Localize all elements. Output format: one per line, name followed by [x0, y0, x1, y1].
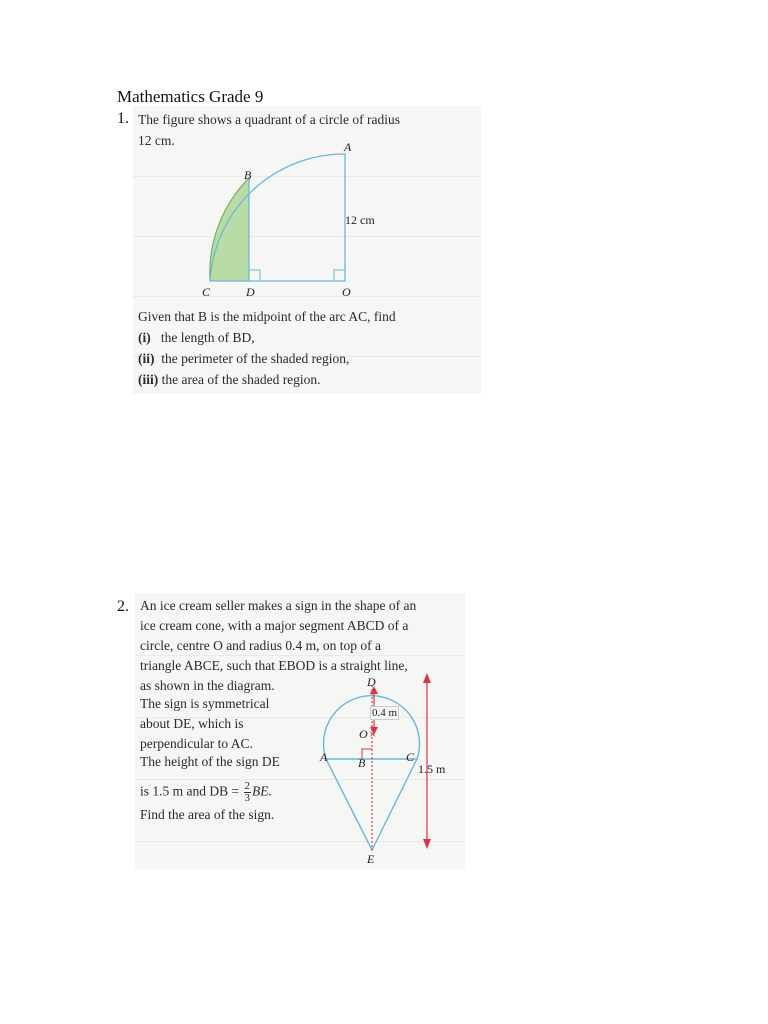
- q2-label-height: 1.5 m: [418, 762, 446, 776]
- q2-line-10-text: is 1.5 m and DB =: [140, 783, 243, 799]
- q1-label-radius: 12 cm: [345, 213, 375, 227]
- height-arrow-top: [423, 673, 431, 683]
- question-1-panel: [133, 106, 481, 394]
- q2-line-6: The sign is symmetrical: [140, 696, 270, 711]
- page-title: Mathematics Grade 9: [117, 87, 264, 106]
- q2-line-9: The height of the sign DE: [140, 754, 280, 769]
- q1-label-o: O: [342, 285, 351, 299]
- q1-label-a: A: [344, 140, 352, 154]
- q2-label-c: C: [406, 750, 415, 764]
- height-arrow-bottom: [423, 839, 431, 849]
- q1-given: Given that B is the midpoint of the arc AC, find: [138, 309, 396, 324]
- q1-label-b: B: [244, 168, 252, 182]
- question-2-number: 2.: [117, 598, 129, 615]
- q2-label-e: E: [367, 852, 375, 866]
- q2-line-11: Find the area of the sign.: [140, 807, 275, 822]
- q1-part-i-num: (i): [138, 330, 151, 345]
- q2-label-o: O: [359, 727, 368, 741]
- q2-line-1: An ice cream seller makes a sign in the shape of an: [140, 598, 417, 613]
- q1-part-ii: [138, 351, 349, 367]
- q1-label-c: C: [202, 285, 211, 299]
- q1-label-d: D: [246, 285, 255, 299]
- q2-line-5: as shown in the diagram.: [140, 678, 275, 693]
- q1-part-i: [138, 330, 255, 346]
- q2-line-4: triangle ABCE, such that EBOD is a straight line,: [140, 658, 408, 673]
- q1-part-i-text: the length of BD,: [160, 330, 255, 345]
- ice-cream-sign-diagram: [135, 593, 465, 869]
- q2-label-d: D: [367, 675, 376, 689]
- q2-line-2: ice cream cone, with a major segment ABCD of a: [140, 618, 409, 633]
- q1-part-iii-num: (iii): [138, 372, 159, 387]
- q2-line-3: circle, centre O and radius 0.4 m, on top of a: [140, 638, 382, 653]
- q2-label-a: A: [320, 750, 328, 764]
- q2-label-radius: 0.4 m: [372, 707, 398, 719]
- question-1-number: 1.: [117, 110, 129, 127]
- q1-part-ii-text: the perimeter of the shaded region,: [161, 351, 350, 366]
- center-cross: ×: [369, 730, 377, 740]
- q1-part-ii-num: (ii): [138, 351, 155, 366]
- q2-line-7: about DE, which is: [140, 716, 244, 731]
- q2-line-8: perpendicular to AC.: [140, 736, 253, 751]
- fraction-denominator: 3: [244, 792, 250, 804]
- q1-part-iii: [138, 372, 321, 388]
- right-angle-o: [334, 270, 345, 281]
- right-angle-d: [249, 270, 260, 281]
- triangle-abce: [326, 759, 417, 850]
- q1-intro-line-1: The figure shows a quadrant of a circle of radius: [138, 112, 401, 127]
- fraction-after: BE.: [252, 783, 272, 799]
- q1-intro-line-2: 12 cm.: [138, 133, 175, 148]
- quadrant-diagram: [133, 106, 481, 306]
- shaded-region: [210, 178, 249, 281]
- question-2-panel: [135, 593, 465, 869]
- q1-part-iii-text: the area of the shaded region.: [161, 372, 321, 387]
- q2-label-b: B: [358, 756, 366, 770]
- fraction-numerator: 2: [244, 780, 250, 792]
